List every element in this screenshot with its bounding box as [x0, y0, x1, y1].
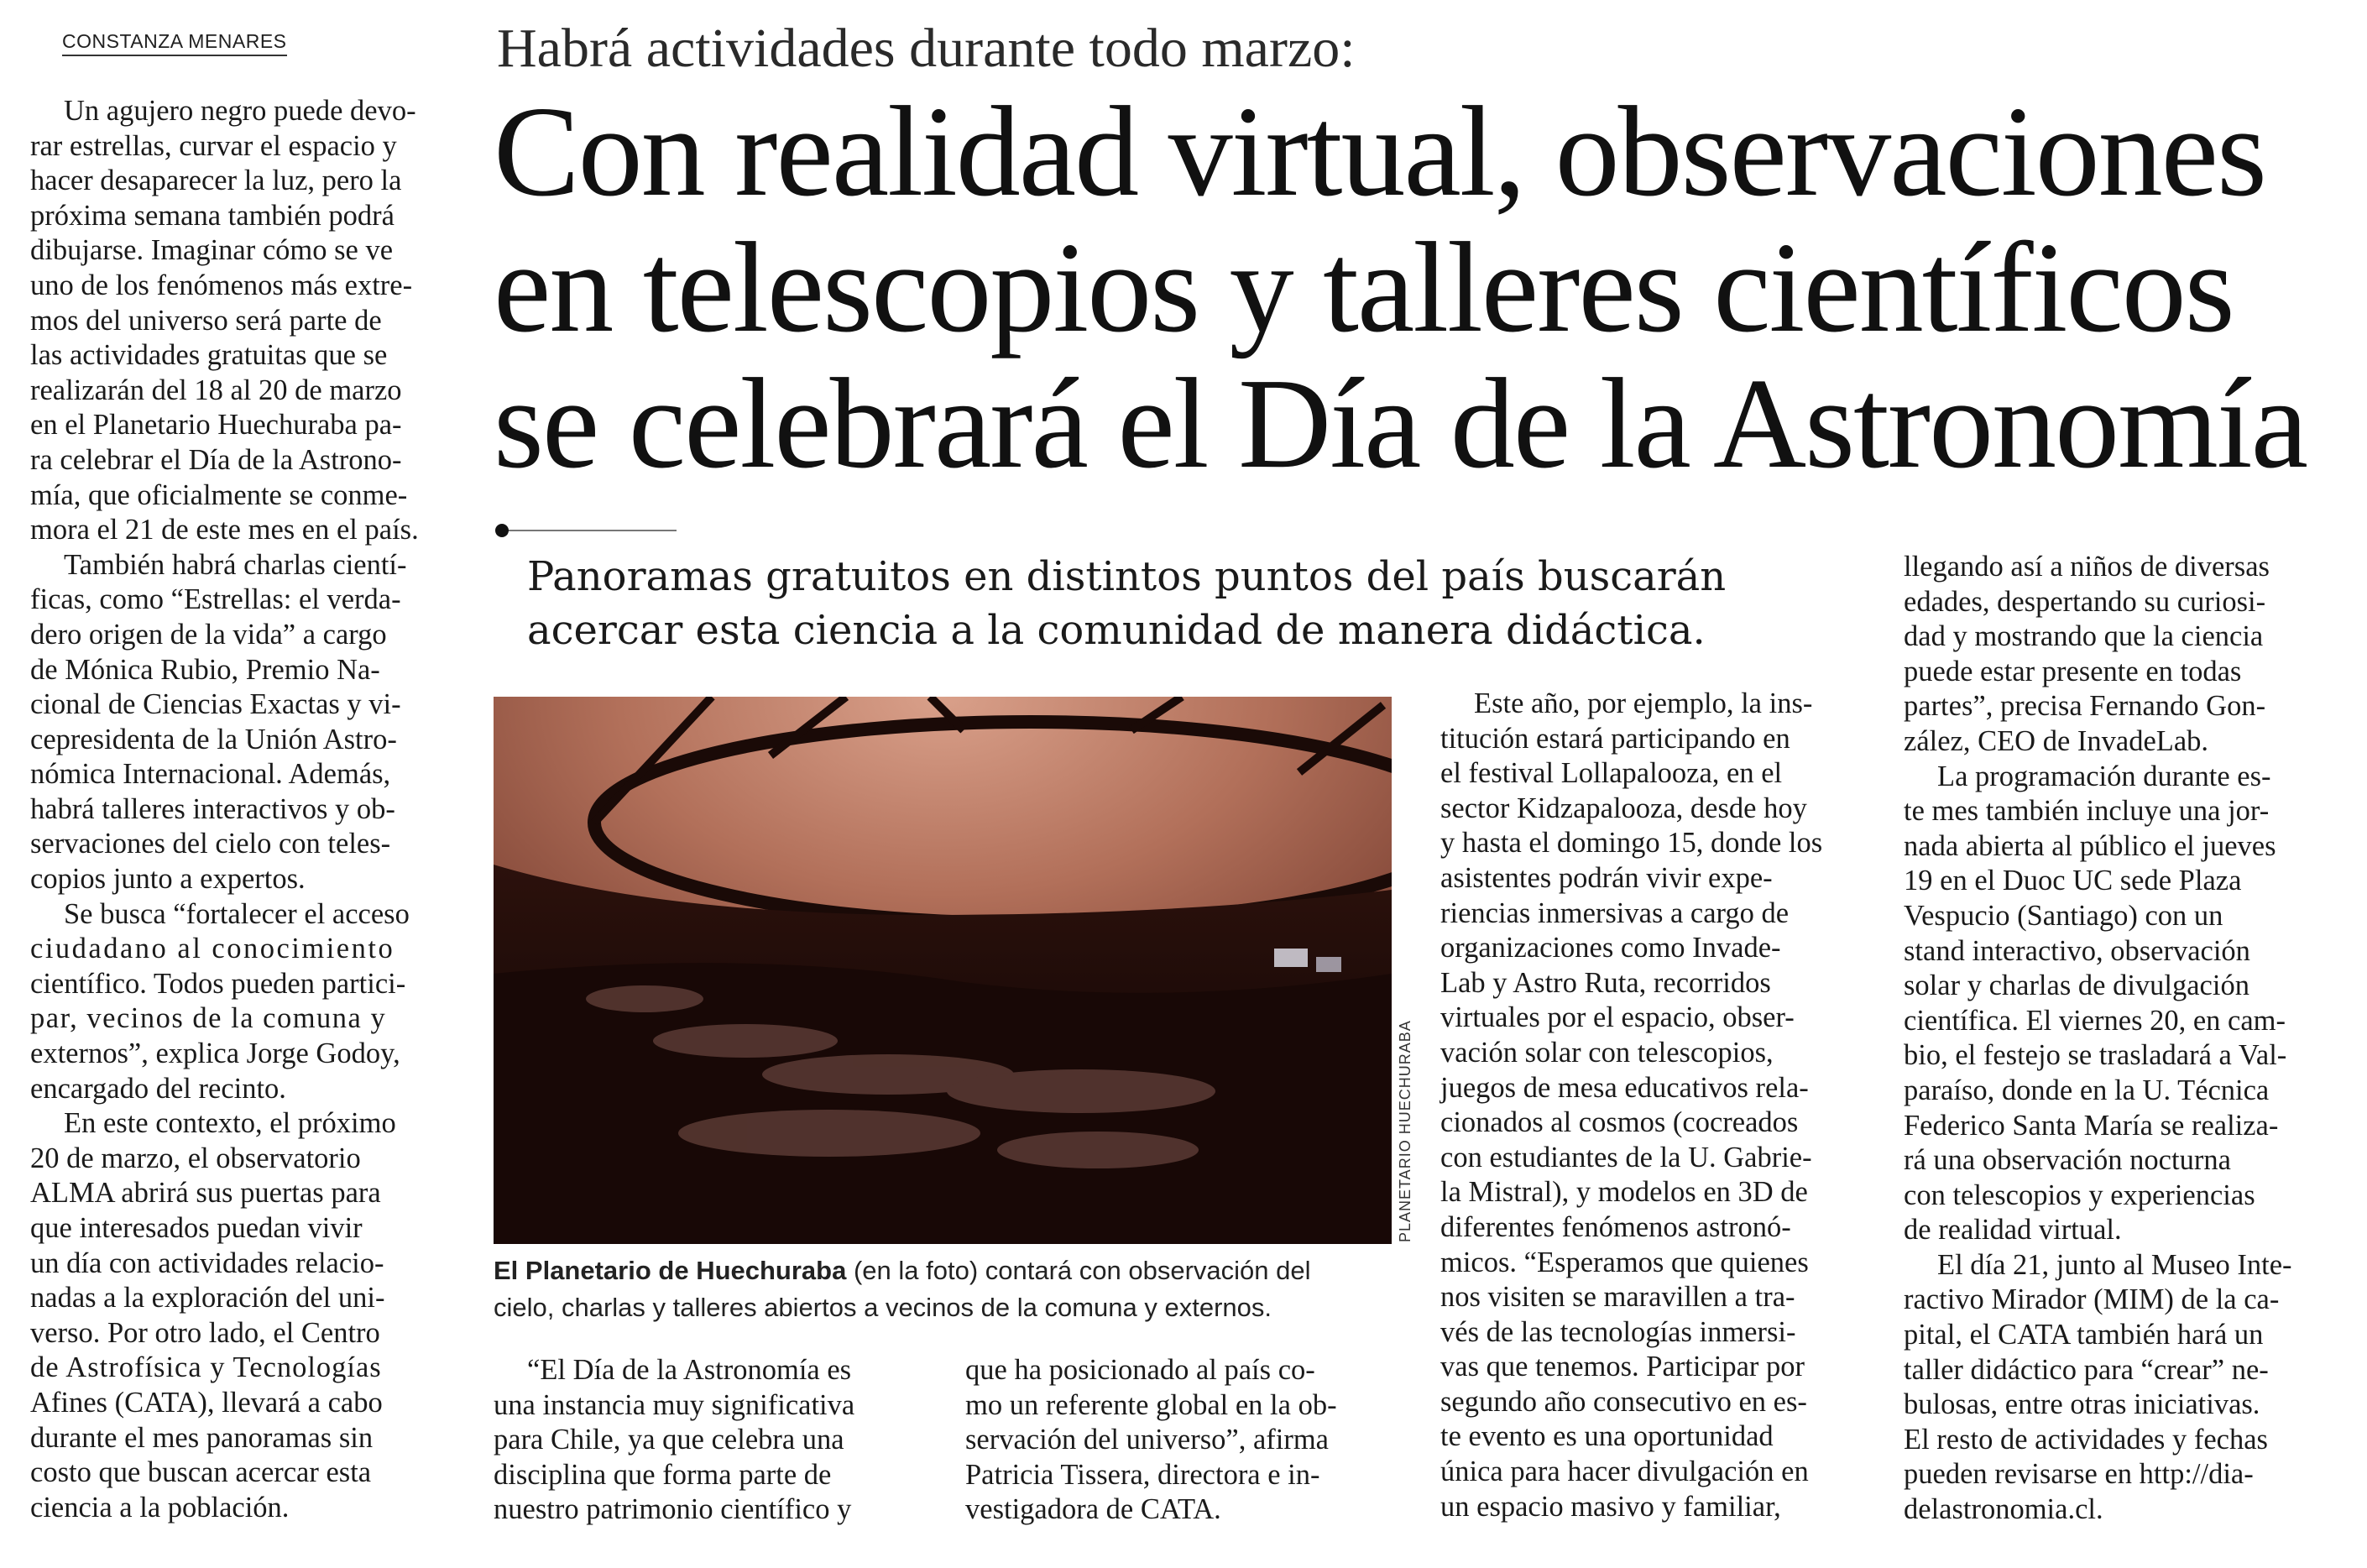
text-line: juegos de mesa educativos rela-: [1440, 1071, 1809, 1104]
text-line: te mes también incluye una jor-: [1904, 795, 2270, 828]
text-line: que ha posicionado al país co-: [965, 1354, 1315, 1386]
text-line: mos del universo será parte de: [30, 304, 382, 337]
text-line: pueden revisarse en http://dia-: [1904, 1458, 2254, 1491]
text-line: bulosas, entre otras iniciativas.: [1904, 1388, 2260, 1421]
text-line: verso. Por otro lado, el Centro: [30, 1316, 380, 1349]
text-line: edades, despertando su curiosi-: [1904, 585, 2266, 618]
text-line: copios junto a expertos.: [30, 863, 306, 896]
article-column-5: [1904, 550, 2340, 1528]
text-line: Vespucio (Santiago) con un: [1904, 899, 2223, 932]
text-line: Afines (CATA), llevará a cabo: [30, 1386, 383, 1419]
photo-caption: [494, 1252, 1400, 1326]
text-line: Un agujero negro puede devo-: [64, 95, 416, 127]
text-line: científica. El viernes 20, en cam-: [1904, 1004, 2286, 1037]
bullet-dot-icon: [495, 524, 509, 537]
text-line: dibujarse. Imaginar cómo se ve: [30, 234, 394, 267]
text-line: vas que tenemos. Participar por: [1440, 1351, 1805, 1383]
text-line: taller didáctico para “crear” ne-: [1904, 1353, 2269, 1386]
text-line: par, vecinos de la comuna y: [30, 1002, 387, 1035]
text-line: con telescopios y experiencias: [1904, 1179, 2255, 1211]
text-line: hacer desaparecer la luz, pero la: [30, 165, 402, 197]
text-line: bio, el festejo se trasladará a Val-: [1904, 1039, 2287, 1072]
text-line: nos visiten se maravillen a tra-: [1440, 1281, 1795, 1314]
text-line: nada abierta al público el jueves: [1904, 829, 2276, 862]
text-line: ra celebrar el Día de la Astrono-: [30, 443, 402, 476]
subtitle: [527, 550, 1837, 657]
text-line: cepresidenta de la Unión Astro-: [30, 723, 397, 755]
text-line: vación solar con telescopios,: [1440, 1036, 1774, 1069]
text-line: Federico Santa María se realiza-: [1904, 1109, 2279, 1142]
text-line: nadas a la exploración del uni-: [30, 1282, 385, 1315]
text-line: llegando así a niños de diversas: [1904, 551, 2270, 583]
text-line: de Astrofísica y Tecnologías: [30, 1351, 382, 1384]
text-line: científico. Todos pueden partici-: [30, 967, 406, 1000]
text-line: un día con actividades relacio-: [30, 1247, 384, 1279]
text-line: ciudadano al conocimiento: [30, 933, 395, 965]
text-line: dero origen de la vida” a cargo: [30, 618, 387, 651]
text-line: vés de las tecnologías inmersi-: [1440, 1315, 1796, 1348]
text-line: vestigadora de CATA.: [965, 1493, 1221, 1526]
text-line: Patricia Tissera, directora e in-: [965, 1458, 1320, 1491]
text-line: micos. “Esperamos que quienes: [1440, 1246, 1809, 1278]
text-line: nómica Internacional. Además,: [30, 758, 391, 791]
text-line: La programación durante es-: [1937, 760, 2271, 792]
byline: CONSTANZA MENARES: [62, 30, 287, 56]
text-line: habrá talleres interactivos y ob-: [30, 792, 395, 825]
text-line: ciencia a la población.: [30, 1491, 290, 1524]
text-line: “El Día de la Astronomía es: [527, 1354, 852, 1386]
text-line: externos”, explica Jorge Godoy,: [30, 1037, 400, 1070]
text-line: stand interactivo, observación: [1904, 934, 2250, 967]
kicker: Habrá actividades durante todo marzo:: [497, 18, 1356, 79]
planetarium-photo-illustration: [494, 697, 1392, 1244]
photo-credit: PLANETARIO HUECHURABA: [1397, 1020, 1413, 1242]
text-line: realizarán del 18 al 20 de marzo: [30, 374, 402, 406]
text-line: te evento es una oportunidad: [1440, 1420, 1774, 1453]
text-line: organizaciones como Invade-: [1440, 932, 1781, 964]
text-line: y hasta el domingo 15, donde los: [1440, 827, 1823, 860]
text-line: cionados al cosmos (cocreados: [1440, 1106, 1799, 1139]
text-line: disciplina que forma parte de: [494, 1458, 832, 1491]
text-line: una instancia muy significativa: [494, 1388, 855, 1421]
text-line: servaciones del cielo con teles-: [30, 828, 391, 860]
text-line: única para hacer divulgación en: [1440, 1456, 1809, 1488]
text-line: virtuales por el espacio, obser-: [1440, 1001, 1795, 1034]
text-line: el festival Lollapalooza, en el: [1440, 757, 1783, 790]
text-line: rar estrellas, curvar el espacio y: [30, 129, 397, 162]
text-line: mora el 21 de este mes en el país.: [30, 514, 419, 546]
text-line: rá una observación nocturna: [1904, 1144, 2231, 1177]
text-line: diferentes fenómenos astronó-: [1440, 1210, 1791, 1243]
text-line: costo que buscan acercar esta: [30, 1456, 372, 1489]
text-line: mía, que oficialmente se conme-: [30, 478, 408, 511]
text-line: sector Kidzapalooza, desde hoy: [1440, 792, 1807, 824]
text-line: paraíso, donde en la U. Técnica: [1904, 1074, 2270, 1106]
text-line: encargado del recinto.: [30, 1072, 286, 1105]
text-line: zález, CEO de InvadeLab.: [1904, 724, 2209, 757]
text-line: delastronomia.cl.: [1904, 1493, 2103, 1526]
text-line: las actividades gratuitas que se: [30, 339, 388, 372]
text-line: partes”, precisa Fernando Gon-: [1904, 690, 2266, 723]
text-line: la Mistral), y modelos en 3D de: [1440, 1176, 1808, 1209]
headline-line: Con realidad virtual, observaciones: [494, 81, 2265, 223]
text-line: que interesados puedan vivir: [30, 1212, 363, 1244]
text-line: asistentes podrán vivir expe-: [1440, 861, 1773, 894]
text-line: ALMA abrirá sus puertas para: [30, 1177, 381, 1210]
planetarium-photo: [494, 697, 1392, 1244]
text-line: solar y charlas de divulgación: [1904, 970, 2249, 1002]
text-line: mo un referente global en la ob-: [965, 1388, 1337, 1421]
text-line: dad y mostrando que la ciencia: [1904, 620, 2264, 653]
text-line: ractivo Mirador (MIM) de la ca-: [1904, 1283, 2280, 1316]
text-line: Lab y Astro Ruta, recorridos: [1440, 966, 1771, 999]
caption-bold: El Planetario de Huechuraba: [494, 1256, 847, 1285]
text-line: 20 de marzo, el observatorio: [30, 1142, 361, 1174]
text-line: próxima semana también podrá: [30, 199, 394, 232]
text-line: nuestro patrimonio científico y: [494, 1493, 852, 1526]
text-line: Se busca “fortalecer el acceso: [64, 897, 410, 930]
text-line: titución estará participando en: [1440, 722, 1790, 755]
text-line: También habrá charlas cientí-: [64, 548, 407, 581]
text-line: durante el mes panoramas sin: [30, 1421, 374, 1454]
text-line: en el Planetario Huechuraba pa-: [30, 409, 402, 442]
text-line: segundo año consecutivo en es-: [1440, 1385, 1807, 1418]
article-column-2: [494, 1353, 930, 1528]
headline-line: en telescopios y talleres científicos: [494, 217, 2234, 359]
text-line: para Chile, ya que celebra una: [494, 1424, 844, 1456]
article-column-3: [965, 1353, 1395, 1528]
headline-line: se celebrará el Día de la Astronomía: [494, 353, 2307, 495]
text-line: puede estar presente en todas: [1904, 655, 2242, 687]
text-line: riencias inmersivas a cargo de: [1440, 896, 1790, 929]
text-line: El resto de actividades y fechas: [1904, 1423, 2268, 1456]
article-column-1: [30, 94, 458, 1525]
subtitle-line: acercar esta ciencia a la comunidad de manera didáctica.: [527, 607, 1706, 654]
text-line: de realidad virtual.: [1904, 1214, 2122, 1247]
text-line: uno de los fenómenos más extre-: [30, 269, 413, 301]
divider-rule: [500, 530, 677, 531]
text-line: servación del universo”, afirma: [965, 1424, 1329, 1456]
text-line: El día 21, junto al Museo Inte-: [1937, 1248, 2292, 1281]
text-line: ficas, como “Estrellas: el verda-: [30, 583, 401, 616]
text-line: cional de Ciencias Exactas y vi-: [30, 688, 401, 721]
text-line: con estudiantes de la U. Gabrie-: [1440, 1141, 1812, 1173]
headline: [494, 81, 2365, 495]
text-line: pital, el CATA también hará un: [1904, 1319, 2264, 1351]
text-line: 19 en el Duoc UC sede Plaza: [1904, 865, 2242, 897]
caption-line: cielo, charlas y talleres abiertos a vecinos de la comuna y externos.: [494, 1293, 1272, 1322]
text-line: de Mónica Rubio, Premio Na-: [30, 653, 380, 686]
article-column-4: [1440, 687, 1877, 1524]
text-line: Este año, por ejemplo, la ins-: [1474, 687, 1813, 719]
text-line: En este contexto, el próximo: [64, 1107, 396, 1140]
text-line: un espacio masivo y familiar,: [1440, 1490, 1781, 1523]
caption-text: (en la foto) contará con observación del: [846, 1256, 1311, 1285]
subtitle-line: Panoramas gratuitos en distintos puntos del país buscarán: [527, 553, 1727, 600]
caption-line: [494, 1252, 1400, 1289]
